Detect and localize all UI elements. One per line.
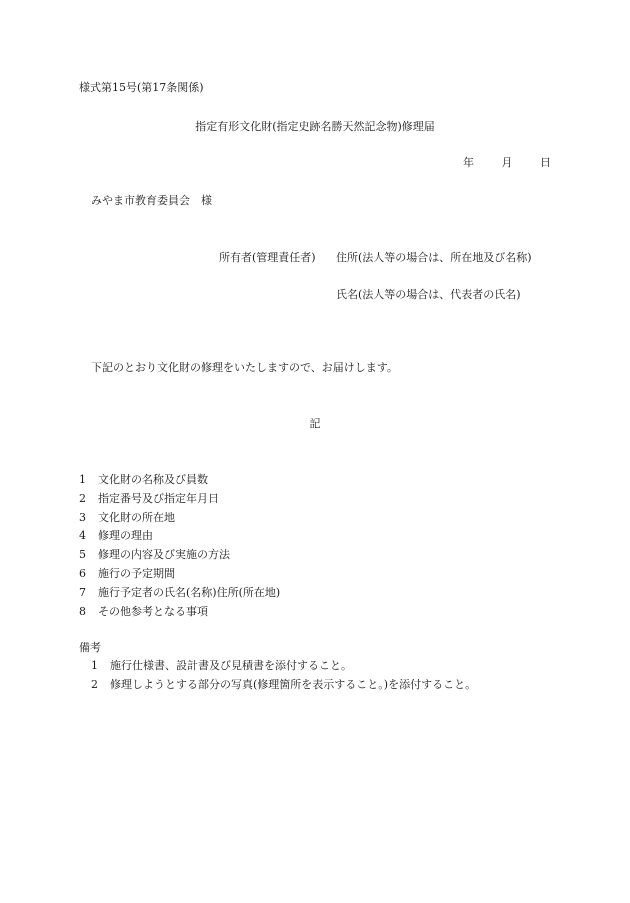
remark-text: 修理しようとする部分の写真(修理箇所を表示すること。)を添付すること。 [110,678,477,691]
intro-text: 下記のとおり文化財の修理をいたしますので、お届けします。 [91,361,398,374]
item-text: 修理の理由 [98,529,153,543]
item-text: 修理の内容及び実施の方法 [98,548,230,562]
item-text: 施行予定者の氏名(名称)住所(所在地) [98,585,281,599]
remark-number: 1 [91,659,98,672]
item-list [79,474,280,624]
remarks-list [91,660,476,698]
date-day-label: 日 [540,156,551,169]
item-text: 文化財の名称及び員数 [98,473,208,486]
list-item [79,512,280,531]
form-number: 様式第15号(第17条関係) [79,81,204,94]
item-number: 2 [79,491,86,505]
remarks-heading: 備考 [79,641,101,654]
item-number: 3 [79,510,86,524]
item-number: 5 [79,548,86,562]
remark-text: 施行仕様書、設計書及び見積書を添付すること。 [110,659,352,672]
list-item [79,606,280,625]
date-year-label: 年 [463,156,474,169]
remark-number: 2 [91,678,98,691]
item-number: 7 [79,585,86,599]
list-item [79,568,280,587]
item-number: 6 [79,566,86,580]
list-item [79,474,280,493]
page-title: 指定有形文化財(指定史跡名勝天然記念物)修理届 [195,120,435,133]
list-item [79,549,280,568]
addressee: みやま市教育委員会 様 [91,194,212,207]
list-item [79,493,280,512]
name-label: 氏名(法人等の場合は、代表者の氏名) [336,288,521,301]
item-number: 8 [79,604,86,618]
list-item [79,587,280,606]
date-line [463,157,551,168]
owner-label: 所有者(管理責任者) [219,251,316,264]
item-text: 文化財の所在地 [98,510,175,524]
remark-item [91,660,476,679]
item-text: 施行の予定期間 [98,566,175,580]
ki-heading: 記 [309,417,321,430]
list-item [79,530,280,549]
item-text: その他参考となる事項 [98,604,208,618]
address-label: 住所(法人等の場合は、所在地及び名称) [336,251,532,264]
item-text: 指定番号及び指定年月日 [98,491,219,505]
date-month-label: 月 [501,156,513,169]
remark-item [91,679,476,698]
item-number: 4 [79,529,86,543]
item-number: 1 [79,473,86,486]
